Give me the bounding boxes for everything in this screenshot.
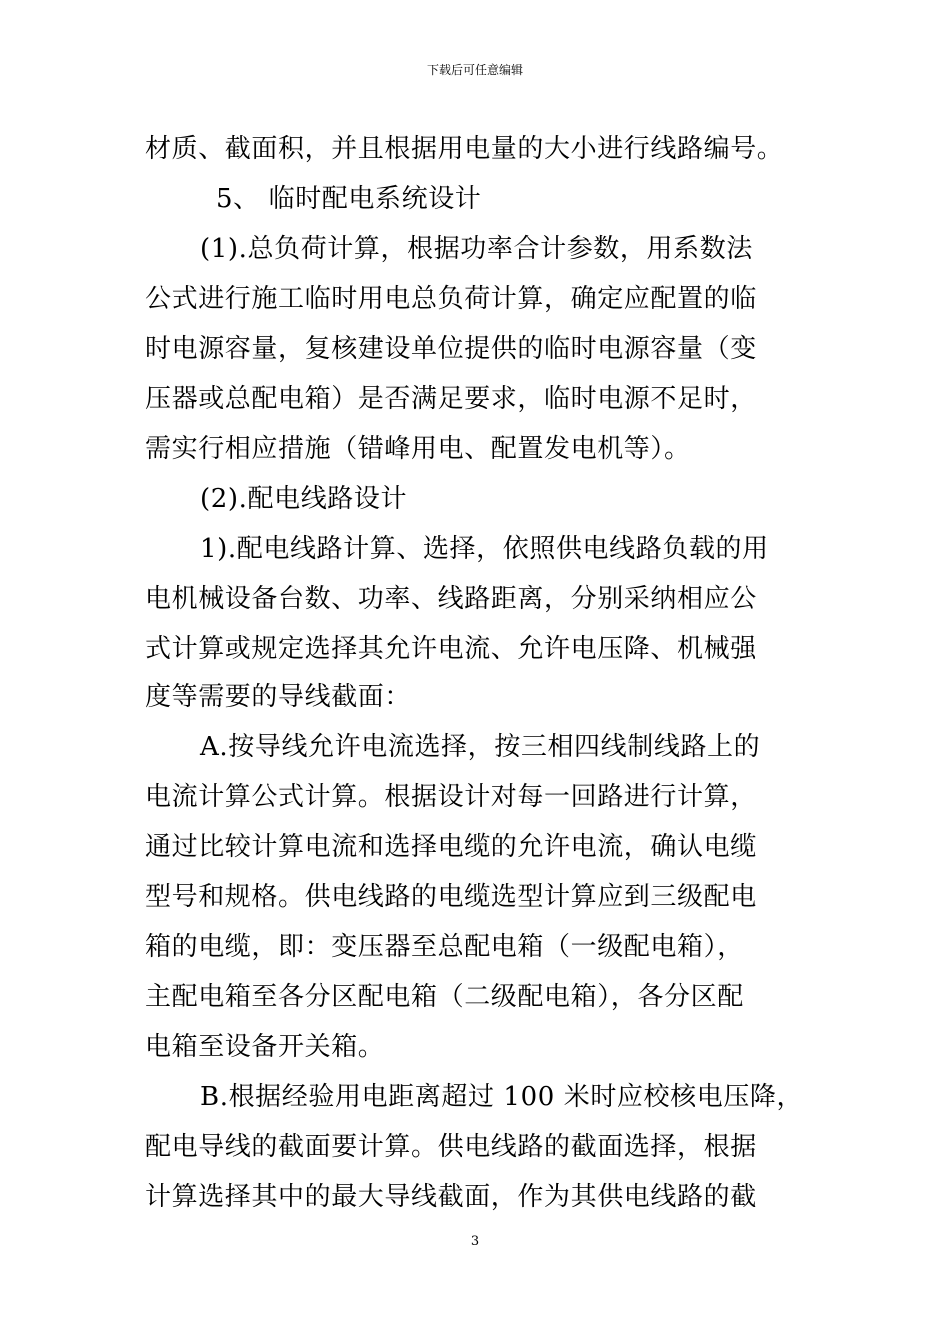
text-line: 公式进行施工临时用电总负荷计算，确定应配置的临 bbox=[145, 284, 757, 314]
section-heading: 5、 临时配电系统设计 bbox=[216, 184, 482, 214]
text-line: A.按导线允许电流选择，按三相四线制线路上的 bbox=[200, 732, 761, 762]
subsection-heading: (2).配电线路设计 bbox=[200, 484, 408, 514]
text-line: 计算选择其中的最大导线截面，作为其供电线路的截 bbox=[145, 1182, 757, 1212]
text-line: 时电源容量，复核建设单位提供的临时电源容量（变 bbox=[145, 334, 757, 364]
text-line: 材质、截面积，并且根据用电量的大小进行线路编号。 bbox=[145, 134, 784, 164]
text-line: 需实行相应措施（错峰用电、配置发电机等）。 bbox=[145, 434, 691, 464]
text-line: B.根据经验用电距离超过 100 米时应校核电压降， bbox=[200, 1082, 804, 1112]
text-line: 1).配电线路计算、选择，依照供电线路负载的用 bbox=[200, 534, 769, 564]
page-number: 3 bbox=[470, 1234, 480, 1249]
page-header: 下载后可任意编辑 bbox=[426, 63, 523, 77]
text-line: 通过比较计算电流和选择电缆的允许电流，确认电缆 bbox=[145, 832, 757, 862]
text-line: 主配电箱至各分区配电箱（二级配电箱），各分区配 bbox=[145, 982, 744, 1012]
text-line: 电箱至设备开关箱。 bbox=[145, 1032, 385, 1062]
text-line: 电机械设备台数、功率、线路距离，分别采纳相应公 bbox=[145, 584, 757, 614]
text-line: 式计算或规定选择其允许电流、允许电压降、机械强 bbox=[145, 634, 757, 664]
text-line: 配电导线的截面要计算。供电线路的截面选择，根据 bbox=[145, 1132, 757, 1162]
text-line: 度等需要的导线截面： bbox=[145, 682, 412, 712]
text-line: 电流计算公式计算。根据设计对每一回路进行计算， bbox=[145, 782, 757, 812]
text-line: 型号和规格。供电线路的电缆选型计算应到三级配电 bbox=[145, 882, 757, 912]
text-line: 压器或总配电箱）是否满足要求，临时电源不足时， bbox=[145, 384, 757, 414]
text-line: (1).总负荷计算，根据功率合计参数，用系数法 bbox=[200, 234, 753, 264]
text-line: 箱的电缆，即：变压器至总配电箱（一级配电箱）， bbox=[145, 932, 744, 962]
